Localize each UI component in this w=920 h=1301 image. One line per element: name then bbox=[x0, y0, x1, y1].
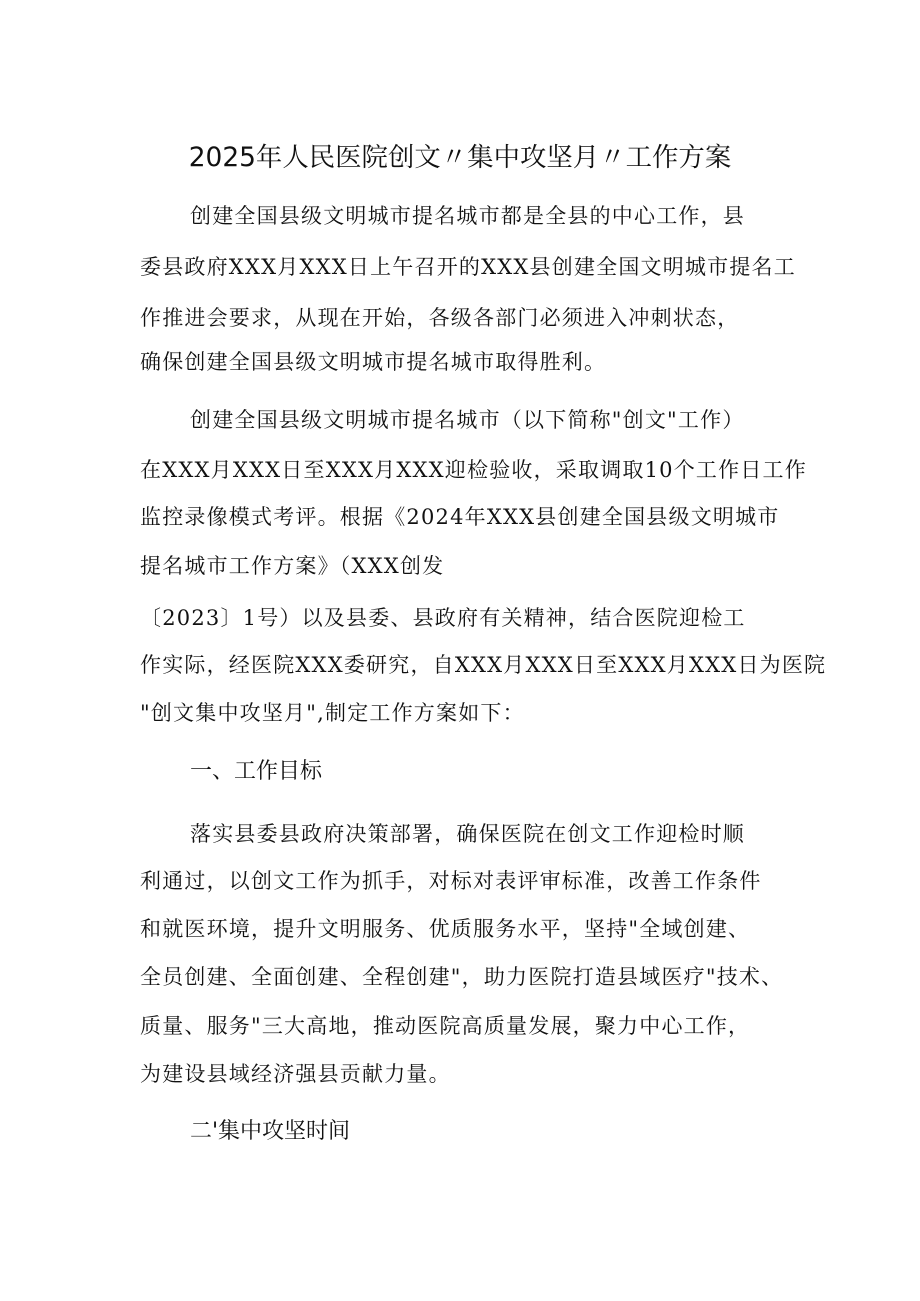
section-heading: 二'集中攻坚时间 bbox=[190, 1119, 351, 1144]
paragraph-line: 提名城市工作方案》（XXX创发 bbox=[140, 554, 445, 578]
paragraph-line: 监控录像模式考评。根据《2024年XXX县创建全国县级文明城市 bbox=[140, 505, 780, 529]
paragraph-line: 全员创建、全面创建、全程创建"，助力医院打造县域医疗"技术、 bbox=[140, 965, 784, 989]
paragraph-line: 为建设县域经济强县贡献力量。 bbox=[140, 1062, 451, 1086]
paragraph-line: 利通过，以创文工作为抓手，对标对表评审标准，改善工作条件 bbox=[140, 869, 762, 893]
paragraph-line: 作实际，经医院XXX委研究，自XXX月XXX日至XXX月XXX日为医院 bbox=[140, 653, 827, 677]
paragraph-line: 〔2023〕1号）以及县委、县政府有关精神，结合医院迎检工 bbox=[140, 606, 746, 630]
document-title: 2025年人民医院创文〃集中攻坚月〃工作方案 bbox=[188, 142, 732, 173]
paragraph-line: 落实县委县政府决策部署，确保医院在创文工作迎检时顺 bbox=[190, 822, 745, 846]
paragraph-line: 创建全国县级文明城市提名城市都是全县的中心工作，县 bbox=[190, 204, 745, 228]
paragraph-line: 作推进会要求，从现在开始，各级各部门必须进入冲刺状态， bbox=[140, 306, 740, 330]
paragraph-line: 和就医环境，提升文明服务、优质服务水平，坚持"全域创建、 bbox=[140, 917, 751, 941]
paragraph-line: "创文集中攻坚月",制定工作方案如下： bbox=[140, 701, 525, 725]
paragraph-line: 质量、服务"三大高地，推动医院高质量发展，聚力中心工作， bbox=[140, 1014, 751, 1038]
paragraph-line: 委县政府XXX月XXX日上午召开的XXX县创建全国文明城市提名工 bbox=[140, 255, 796, 279]
paragraph-line: 确保创建全国县级文明城市提名城市取得胜利。 bbox=[140, 350, 607, 374]
section-heading: 一、工作目标 bbox=[190, 759, 323, 784]
paragraph-line: 创建全国县级文明城市提名城市（以下简称"创文"工作） bbox=[190, 408, 745, 432]
paragraph-line: 在XXX月XXX日至XXX月XXX迎检验收，采取调取10个工作日工作 bbox=[140, 458, 807, 482]
